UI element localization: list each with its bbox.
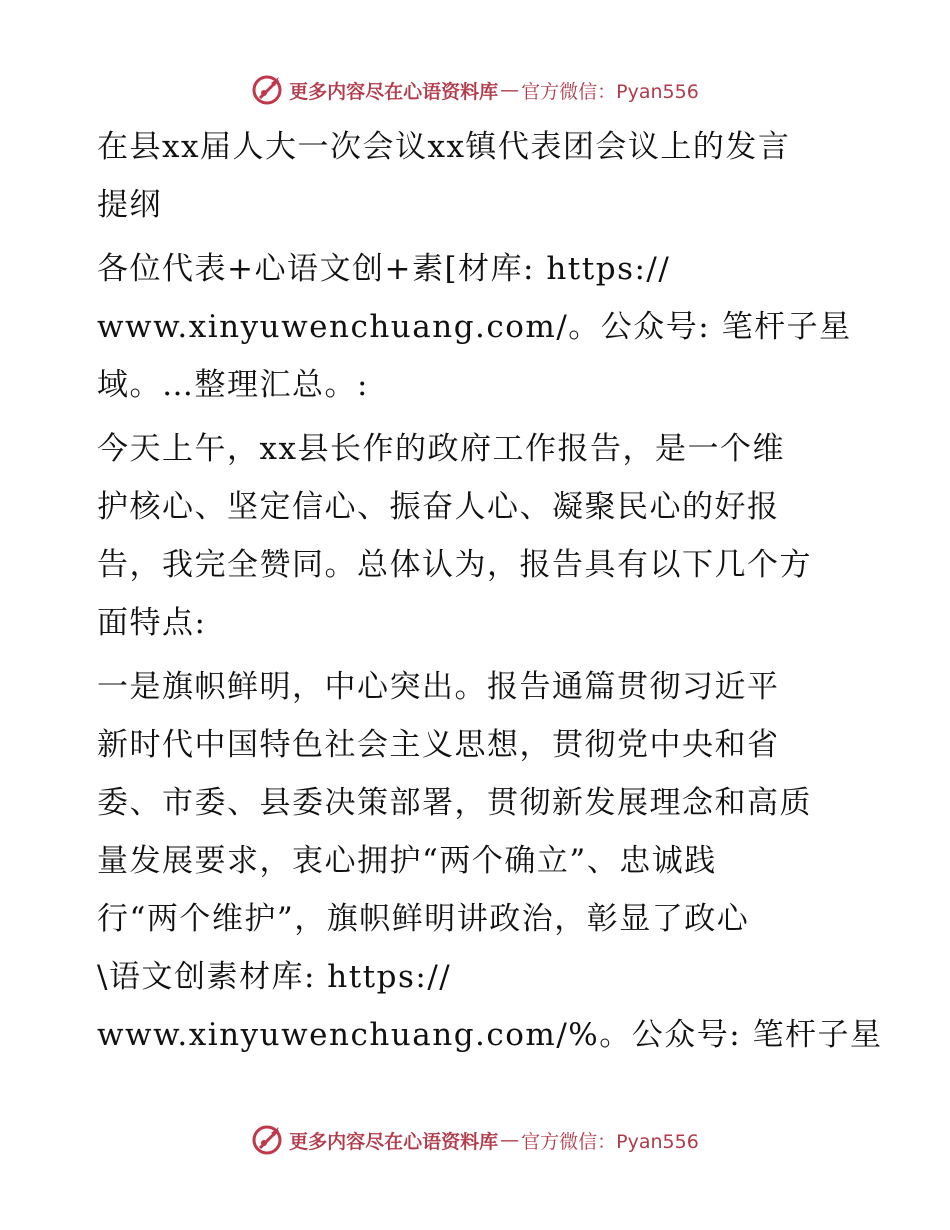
- paragraph: [97, 118, 857, 234]
- watermark-text: 更多内容尽在心语资料库: [289, 1130, 499, 1153]
- footer-watermark: [0, 1120, 950, 1160]
- text-line: www.xinyuwenchuang.com/。公众号: 笔杆子星: [97, 309, 852, 345]
- text-line: \语文创素材库: https://: [97, 959, 452, 995]
- text-line: 一是旗帜鲜明，中心突出。报告通篇贯彻习近平: [97, 669, 780, 705]
- text-line: 新时代中国特色社会主义思想，贯彻党中央和省: [97, 727, 780, 763]
- text-line: 量发展要求，衷心拥护“两个确立”、忠诚践: [97, 843, 717, 879]
- text-line: 护核心、坚定信心、振奋人心、凝聚民心的好报: [97, 489, 780, 525]
- paragraph: [97, 658, 883, 1064]
- document-body: [97, 118, 883, 1070]
- watermark-tail: 官方微信：Pyan556: [521, 1130, 699, 1153]
- text-line: 行“两个维护”，旗帜鲜明讲政治，彰显了政心: [97, 901, 750, 937]
- watermark-text: 更多内容尽在心语资料库: [289, 80, 499, 103]
- quill-logo-icon: [251, 1123, 285, 1157]
- text-line: 在县xx届人大一次会议xx镇代表团会议上的发言: [97, 129, 791, 165]
- paragraph: [97, 240, 857, 414]
- header-watermark: [0, 70, 950, 110]
- watermark-tail: 官方微信：Pyan556: [521, 80, 699, 103]
- text-line: 提纲: [97, 187, 162, 223]
- watermark-separator: —: [500, 1129, 520, 1151]
- text-line: 各位代表+心语文创+素[材库: https://: [97, 251, 671, 287]
- text-line: 面特点:: [97, 605, 207, 641]
- quill-logo-icon: [251, 73, 285, 107]
- watermark-separator: —: [500, 79, 520, 101]
- text-line: 今天上午，xx县长作的政府工作报告，是一个维: [97, 431, 785, 467]
- text-line: 告，我完全赞同。总体认为，报告具有以下几个方: [97, 547, 812, 583]
- paragraph: [97, 420, 857, 652]
- text-line: www.xinyuwenchuang.com/%。公众号: 笔杆子星: [97, 1017, 883, 1053]
- text-line: 域。…整理汇总。:: [97, 367, 369, 403]
- text-line: 委、市委、县委决策部署，贯彻新发展理念和高质: [97, 785, 812, 821]
